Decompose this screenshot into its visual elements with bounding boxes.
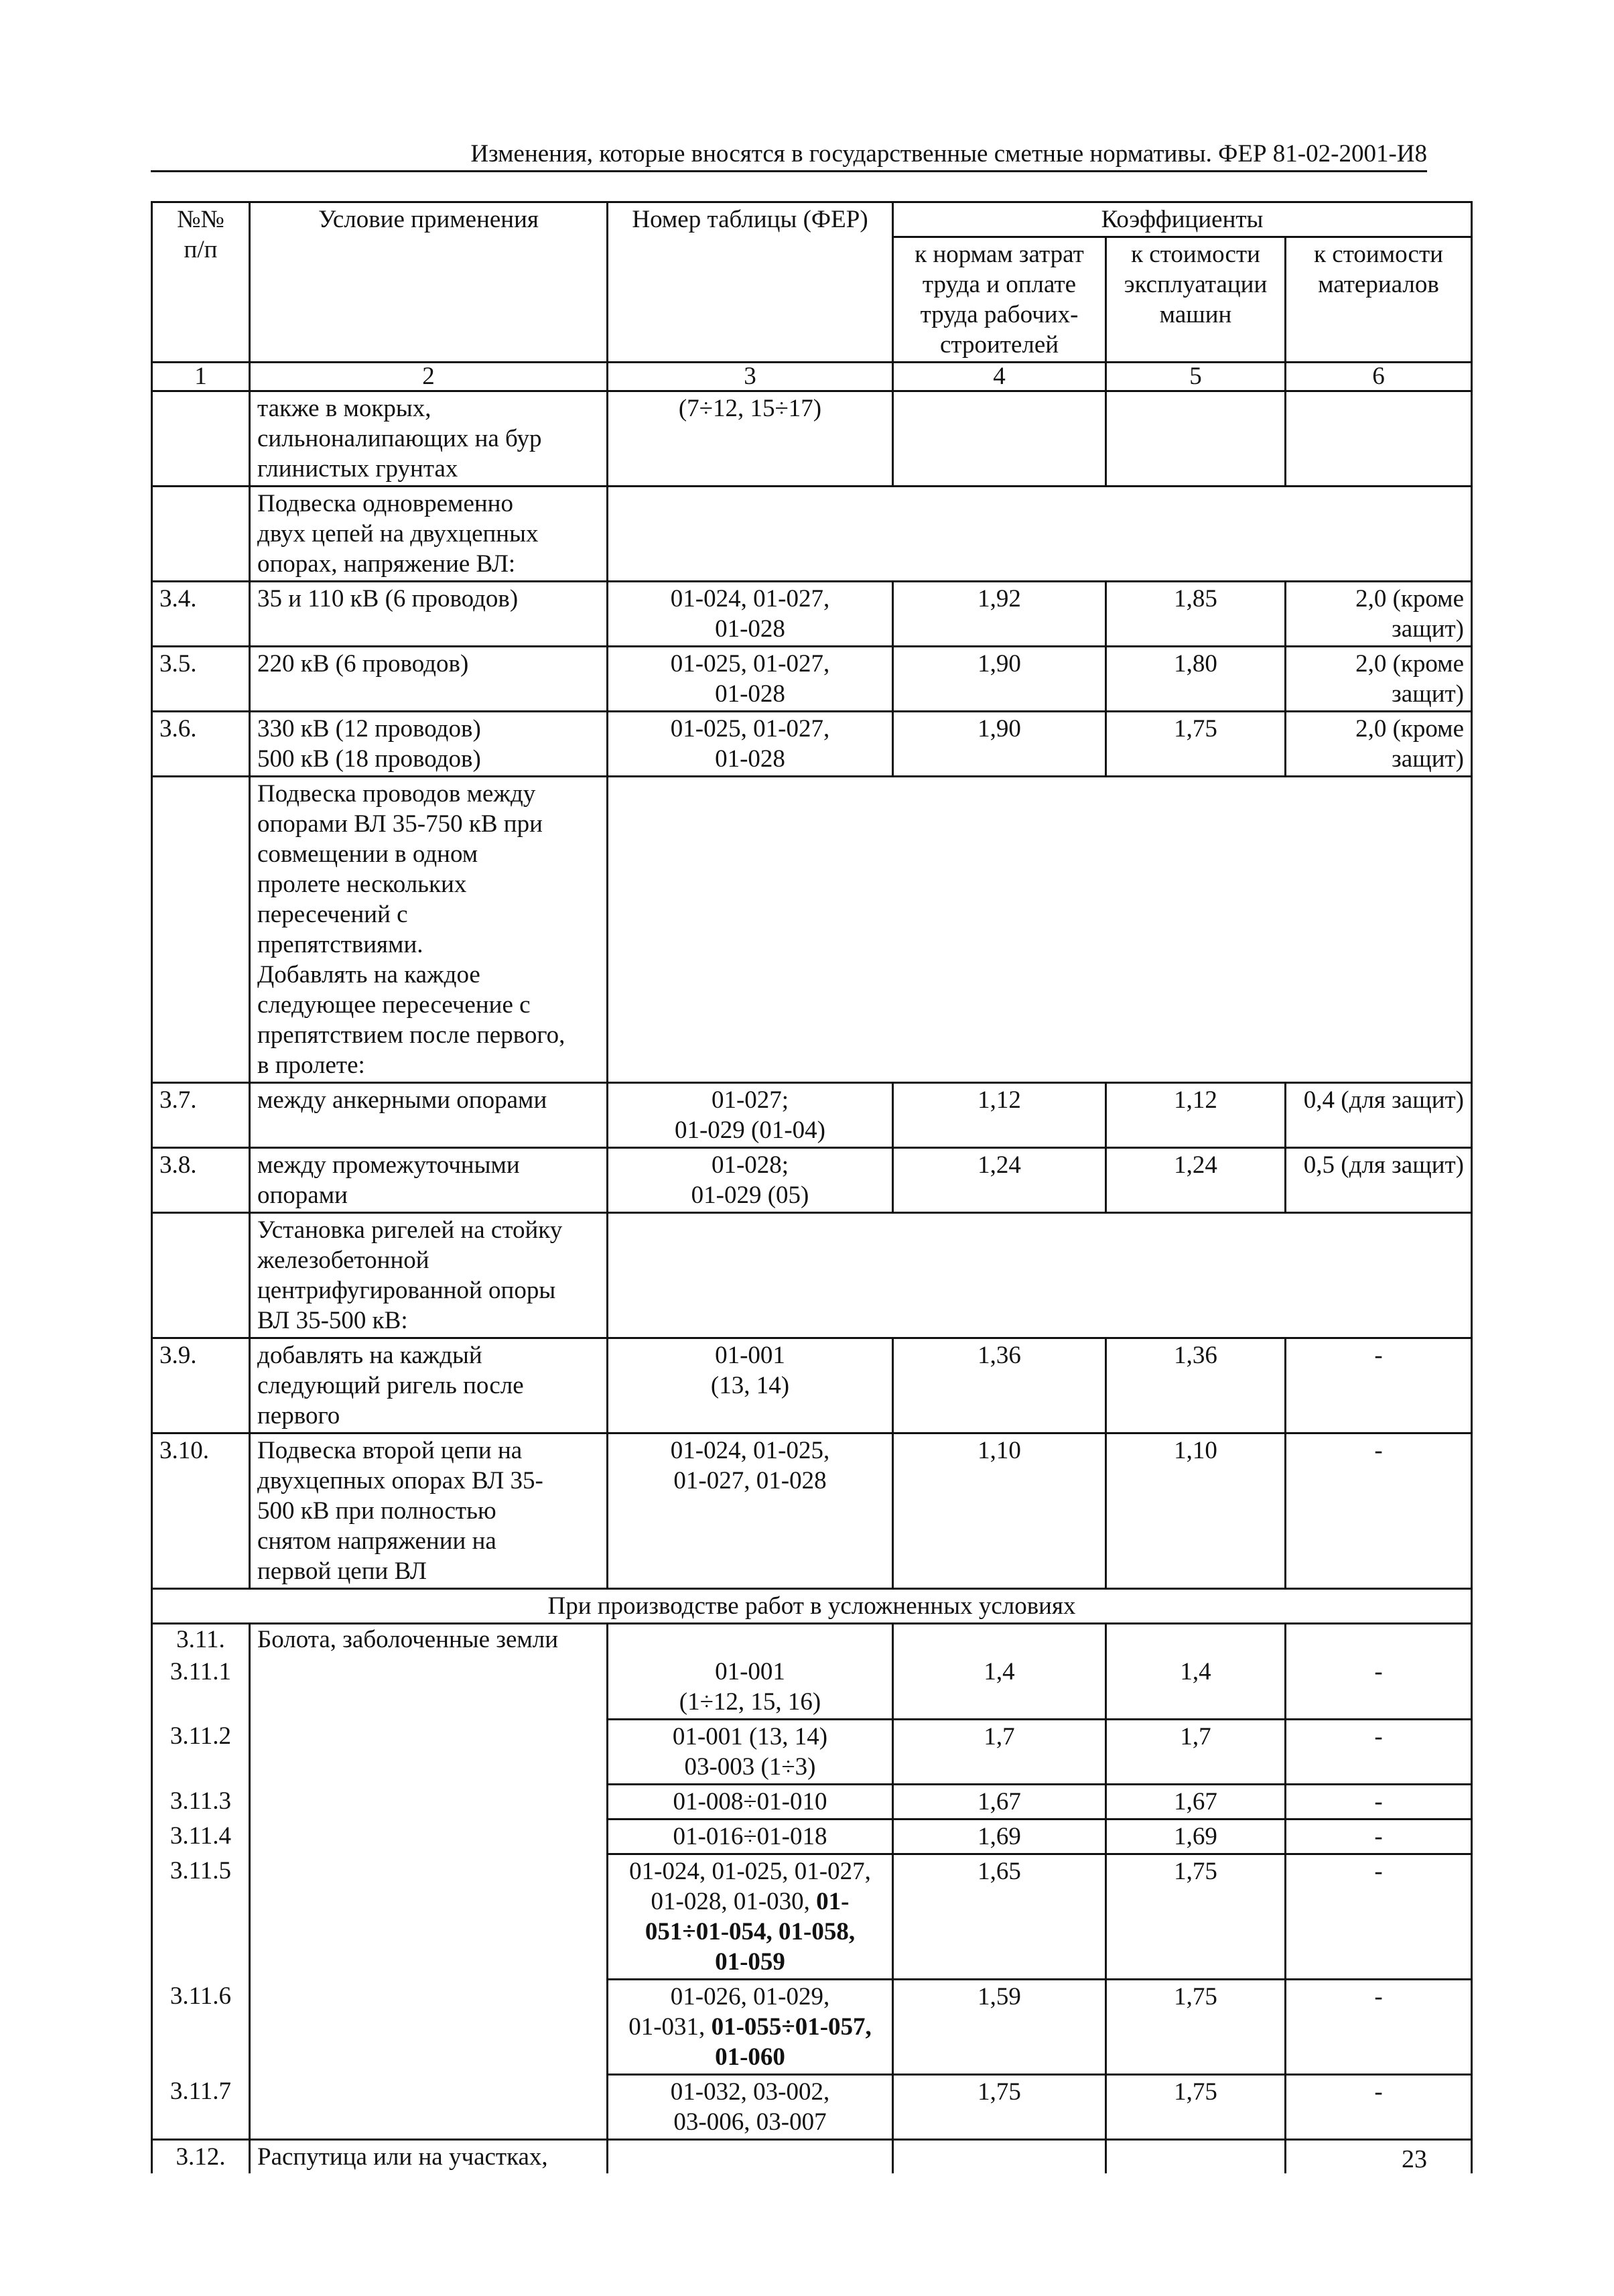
row-table-no: 01-008÷01-010 <box>608 1785 893 1820</box>
row-coef-machines: 1,36 <box>1106 1338 1286 1433</box>
row-condition: Подвеска второй цепи на двухцепных опорах ВЛ 35- 500 кВ при полностью снятом напряжении на первой цепи ВЛ <box>250 1433 608 1589</box>
group-title: Подвеска одновременно двух цепей на двухцепных опорах, напряжение ВЛ: <box>250 487 608 582</box>
row-coef-labor: 1,12 <box>893 1083 1106 1148</box>
group-title: Установка ригелей на стойку железобетонной центрифугированной опоры ВЛ 35-500 кВ: <box>250 1213 608 1338</box>
row-table-no: 01-024, 01-025, 01-027, 01-028, 01-030, 01- 051÷01-054, 01-058, 01-059 <box>608 1854 893 1980</box>
row-coef-materials: - <box>1286 1854 1472 1980</box>
row-coef-machines: 1,24 <box>1106 1148 1286 1213</box>
header-labor: к нормам затрат труда и оплате труда рабочих- строителей <box>893 237 1106 363</box>
row-coef-materials: - <box>1286 1338 1472 1433</box>
row-coef-materials: - <box>1286 2075 1472 2140</box>
group-row <box>152 487 1472 582</box>
row-num: 3.12. <box>152 2140 250 2174</box>
row-table-no: 01-032, 03-002, 03-006, 03-007 <box>608 2075 893 2140</box>
row-coef-materials: - <box>1286 1433 1472 1589</box>
row-coef-materials: 2,0 (кроме защит) <box>1286 582 1472 647</box>
row-table-no: 01-026, 01-029, 01-031, 01-055÷01-057, 01-060 <box>608 1980 893 2075</box>
row-table-no: (7÷12, 15÷17) <box>608 391 893 487</box>
row-coef-labor: 1,4 <box>893 1655 1106 1720</box>
row-coef-labor: 1,75 <box>893 2075 1106 2140</box>
row-num: 3.5. <box>152 647 250 712</box>
row-coef-materials: 0,5 (для защит) <box>1286 1148 1472 1213</box>
table-row <box>152 391 1472 487</box>
row-coef-machines: 1,7 <box>1106 1720 1286 1785</box>
coefficients-table <box>151 201 1473 2173</box>
row-coef-machines: 1,67 <box>1106 1785 1286 1820</box>
row-coef-materials: - <box>1286 1980 1472 2075</box>
row-coef-materials: - <box>1286 1655 1472 1720</box>
row-coef-materials: 2,0 (кроме защит) <box>1286 712 1472 777</box>
row-coef-machines: 1,12 <box>1106 1083 1286 1148</box>
column-number-row <box>152 363 1472 391</box>
header-coefficients: Коэффициенты <box>893 202 1472 237</box>
header-table-no: Номер таблицы (ФЕР) <box>608 202 893 363</box>
row-num: 3.11.2 <box>152 1720 250 1785</box>
row-coef-materials: 2,0 (кроме защит) <box>1286 647 1472 712</box>
col-num-2: 2 <box>250 363 608 391</box>
row-num: 3.11.5 <box>152 1854 250 1980</box>
row-table-no: 01-024, 01-027, 01-028 <box>608 582 893 647</box>
row-num: 3.11.6 <box>152 1980 250 2075</box>
col-num-4: 4 <box>893 363 1106 391</box>
section-title: При производстве работ в усложненных условиях <box>152 1589 1472 1624</box>
row-table-no: 01-025, 01-027, 01-028 <box>608 712 893 777</box>
row-table-no: 01-028; 01-029 (05) <box>608 1148 893 1213</box>
row-coef-machines: 1,10 <box>1106 1433 1286 1589</box>
row-condition: Болота, заболоченные земли <box>250 1624 608 2140</box>
row-coef-labor: 1,7 <box>893 1720 1106 1785</box>
table-row <box>152 1433 1472 1589</box>
table-row <box>152 647 1472 712</box>
row-coef-machines: 1,4 <box>1106 1655 1286 1720</box>
table-row <box>152 1338 1472 1433</box>
row-coef-labor: 1,92 <box>893 582 1106 647</box>
row-coef-machines: 1,85 <box>1106 582 1286 647</box>
row-condition: также в мокрых, сильноналипающих на бур глинистых грунтах <box>250 391 608 487</box>
table-row <box>152 2140 1472 2174</box>
row-condition: добавлять на каждый следующий ригель после первого <box>250 1338 608 1433</box>
col-num-1: 1 <box>152 363 250 391</box>
row-coef-materials: - <box>1286 1720 1472 1785</box>
group-row <box>152 1213 1472 1338</box>
row-table-no: 01-001 (1÷12, 15, 16) <box>608 1655 893 1720</box>
row-condition: между промежуточными опорами <box>250 1148 608 1213</box>
row-coef-machines: 1,69 <box>1106 1820 1286 1854</box>
row-coef-materials: - <box>1286 1785 1472 1820</box>
row-condition: 220 кВ (6 проводов) <box>250 647 608 712</box>
table-row <box>152 1624 1472 1656</box>
row-table-no: 01-001 (13, 14) 03-003 (1÷3) <box>608 1720 893 1785</box>
row-num: 3.9. <box>152 1338 250 1433</box>
row-coef-labor: 1,10 <box>893 1433 1106 1589</box>
row-coef-labor: 1,67 <box>893 1785 1106 1820</box>
row-coef-labor: 1,90 <box>893 712 1106 777</box>
row-condition: Распутица или на участках, <box>250 2140 608 2174</box>
row-coef-materials: 0,4 (для защит) <box>1286 1083 1472 1148</box>
col-num-3: 3 <box>608 363 893 391</box>
row-coef-labor: 1,36 <box>893 1338 1106 1433</box>
row-num: 3.11.1 <box>152 1655 250 1720</box>
row-coef-materials: - <box>1286 1820 1472 1854</box>
page-number: 23 <box>1402 2145 1427 2173</box>
row-table-no: 01-027; 01-029 (01-04) <box>608 1083 893 1148</box>
row-coef-labor: 1,69 <box>893 1820 1106 1854</box>
header-materials: к стоимости материалов <box>1286 237 1472 363</box>
header-machines: к стоимости эксплуатации машин <box>1106 237 1286 363</box>
row-condition: 35 и 110 кВ (6 проводов) <box>250 582 608 647</box>
row-num: 3.10. <box>152 1433 250 1589</box>
group-row <box>152 777 1472 1083</box>
page-header <box>151 139 1427 172</box>
table-row <box>152 582 1472 647</box>
header-title: Изменения, которые вносятся в государственные сметные нормативы. ФЕР 81-02-2001-И8 <box>470 140 1427 168</box>
row-coef-labor: 1,24 <box>893 1148 1106 1213</box>
row-num: 3.8. <box>152 1148 250 1213</box>
row-table-no: 01-024, 01-025, 01-027, 01-028 <box>608 1433 893 1589</box>
table-row <box>152 1148 1472 1213</box>
row-coef-labor: 1,59 <box>893 1980 1106 2075</box>
row-table-no: 01-025, 01-027, 01-028 <box>608 647 893 712</box>
row-num: 3.11.4 <box>152 1820 250 1854</box>
row-num: 3.11.7 <box>152 2075 250 2140</box>
row-num: 3.4. <box>152 582 250 647</box>
header-num: №№ п/п <box>152 202 250 363</box>
row-condition: между анкерными опорами <box>250 1083 608 1148</box>
group-title: Подвеска проводов между опорами ВЛ 35-750 кВ при совмещении в одном пролете нескольких пересечений с препятствиями. Добавлять на каждое следующее пересечение с препятствием после первого, в пролете: <box>250 777 608 1083</box>
header-condition: Условие применения <box>250 202 608 363</box>
row-condition: 330 кВ (12 проводов) 500 кВ (18 проводов) <box>250 712 608 777</box>
row-coef-machines: 1,75 <box>1106 1980 1286 2075</box>
table-row <box>152 1083 1472 1148</box>
table-header-row <box>152 202 1472 237</box>
section-row <box>152 1589 1472 1624</box>
table-row <box>152 712 1472 777</box>
row-coef-machines: 1,75 <box>1106 2075 1286 2140</box>
col-num-6: 6 <box>1286 363 1472 391</box>
row-table-no: 01-016÷01-018 <box>608 1820 893 1854</box>
col-num-5: 5 <box>1106 363 1286 391</box>
row-coef-labor: 1,90 <box>893 647 1106 712</box>
row-table-no: 01-001 (13, 14) <box>608 1338 893 1433</box>
row-coef-labor: 1,65 <box>893 1854 1106 1980</box>
row-coef-machines: 1,75 <box>1106 712 1286 777</box>
row-num: 3.6. <box>152 712 250 777</box>
row-coef-machines: 1,75 <box>1106 1854 1286 1980</box>
row-num: 3.7. <box>152 1083 250 1148</box>
row-coef-machines: 1,80 <box>1106 647 1286 712</box>
row-num: 3.11.3 <box>152 1785 250 1820</box>
row-num: 3.11. <box>152 1624 250 1656</box>
